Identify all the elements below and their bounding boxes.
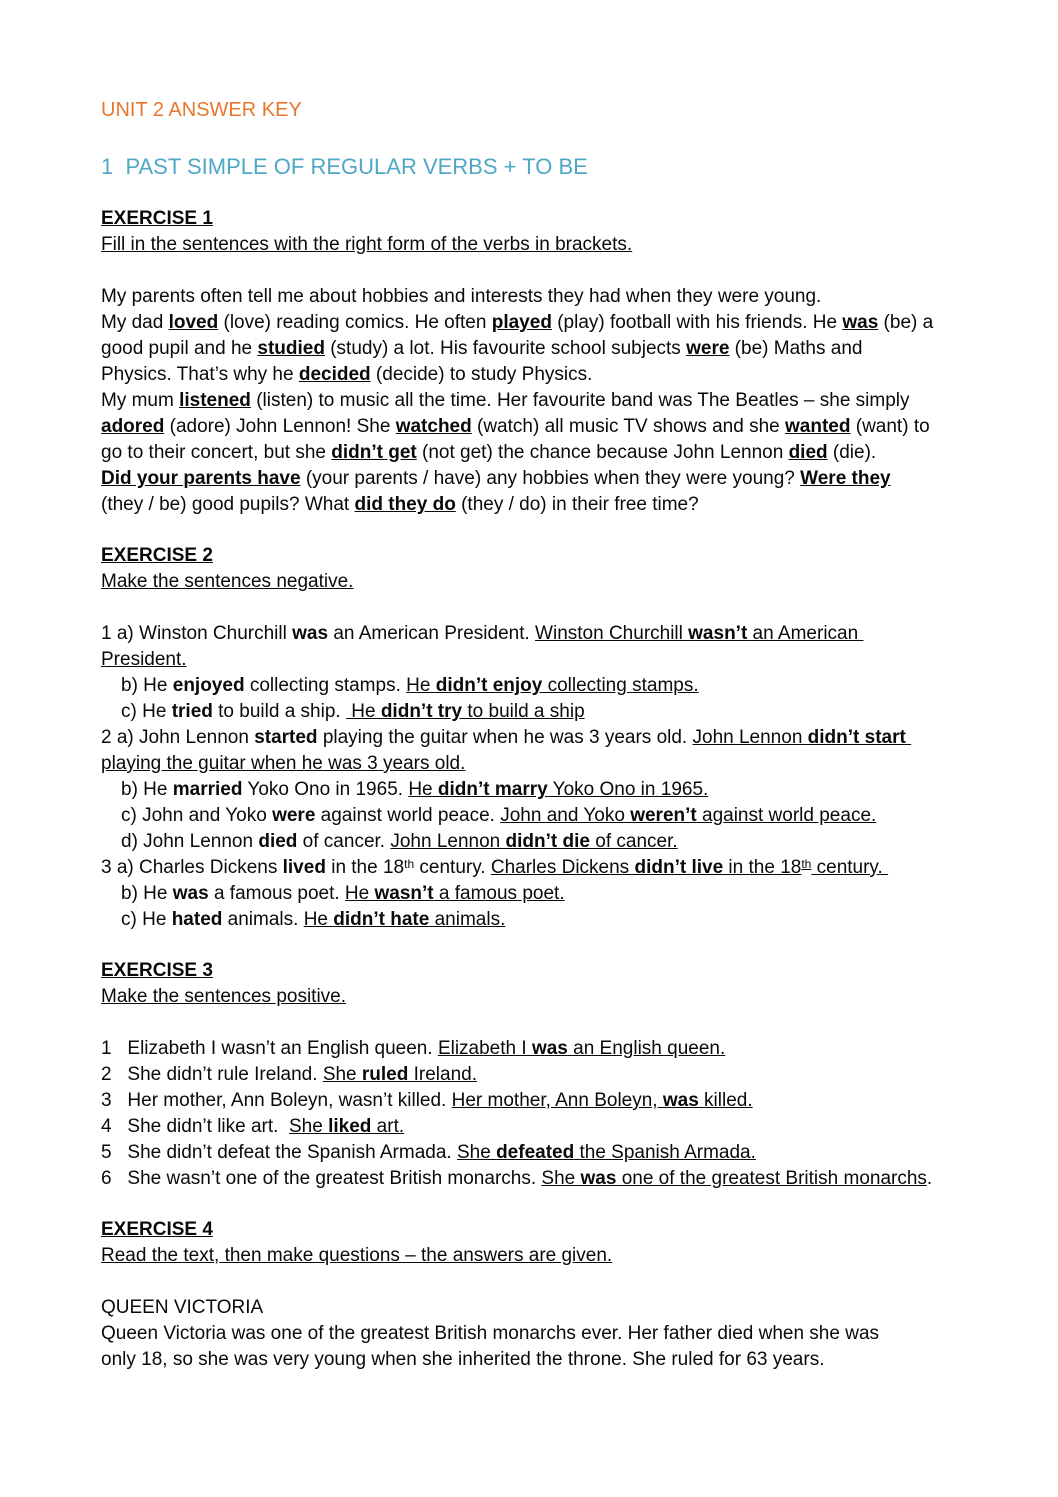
answer-line: 3 Her mother, Ann Boleyn, wasn’t killed. Her mother, Ann Boleyn, was killed. [101,1090,753,1111]
exercise-1-instruction: Fill in the sentences with the right form of the verbs in brackets. [101,234,633,255]
exercise-1-heading: EXERCISE 1 [101,208,213,229]
exercise-2-heading: EXERCISE 2 [101,545,213,566]
text-line: Did your parents have (your parents / have) any hobbies when they were young? Were they [101,468,891,489]
text-line: adored (adore) John Lennon! She watched (watch) all music TV shows and she wanted (want) to [101,416,930,437]
page-title: UNIT 2 ANSWER KEY [101,99,302,121]
answer-line: b) He was a famous poet. He wasn’t a famous poet. [121,883,565,904]
answer-line: playing the guitar when he was 3 years old. [101,753,466,774]
answer-line: 4 She didn’t like art. She liked art. [101,1116,405,1137]
text-line: My parents often tell me about hobbies and interests they had when they were young. [101,286,822,307]
answer-line: c) He tried to build a ship. He didn’t try to build a ship [121,701,585,722]
section-heading: 1 PAST SIMPLE OF REGULAR VERBS + TO BE [101,154,588,179]
answer-line: c) John and Yoko were against world peace. John and Yoko weren’t against world peace. [121,805,877,826]
text-line: My dad loved (love) reading comics. He often played (play) football with his friends. He was (be) a [101,312,934,333]
exercise-2-answers [101,621,962,933]
exercise-2-section [101,543,962,933]
exercise-3-answers [101,1036,962,1192]
answer-line: 3 a) Charles Dickens lived in the 18th century. Charles Dickens didn’t live in the 18th century. [101,857,889,878]
answer-line: 2 She didn’t rule Ireland. She ruled Ireland. [101,1064,478,1085]
text-line: (they / be) good pupils? What did they do (they / do) in their free time? [101,494,699,515]
answer-line: President. [101,649,187,670]
exercise-4-heading: EXERCISE 4 [101,1219,213,1240]
text-line: go to their concert, but she didn’t get (not get) the chance because John Lennon died (die). [101,442,877,463]
exercise-1-section [101,206,962,518]
answer-line: d) John Lennon died of cancer. John Lennon didn’t die of cancer. [121,831,678,852]
reading-text [101,1295,962,1373]
exercise-3-section [101,958,962,1192]
exercise-4-section [101,1217,962,1373]
text-line: Queen Victoria was one of the greatest British monarchs ever. Her father died when she was [101,1323,880,1344]
text-line: My mum listened (listen) to music all the time. Her favourite band was The Beatles – she simply [101,390,910,411]
answer-line: 1 Elizabeth I wasn’t an English queen. Elizabeth I was an English queen. [101,1038,726,1059]
answer-line: 2 a) John Lennon started playing the guitar when he was 3 years old. John Lennon didn’t start [101,727,912,748]
answer-line: 6 She wasn’t one of the greatest British monarchs. She was one of the greatest British monarchs. [101,1168,933,1189]
exercise-3-instruction: Make the sentences positive. [101,986,347,1007]
text-line: Physics. That’s why he decided (decide) to study Physics. [101,364,593,385]
answer-line: b) He enjoyed collecting stamps. He didn’t enjoy collecting stamps. [121,675,699,696]
answer-line: 1 a) Winston Churchill was an American President. Winston Churchill wasn’t an American [101,623,864,644]
answer-line: c) He hated animals. He didn’t hate animals. [121,909,506,930]
exercise-1-paragraph [101,284,962,518]
text-line: only 18, so she was very young when she inherited the throne. She ruled for 63 years. [101,1349,825,1370]
answer-line: 5 She didn’t defeat the Spanish Armada. She defeated the Spanish Armada. [101,1142,756,1163]
exercise-2-instruction: Make the sentences negative. [101,571,354,592]
exercise-4-instruction: Read the text, then make questions – the answers are given. [101,1245,613,1266]
exercise-3-heading: EXERCISE 3 [101,960,213,981]
text-line: good pupil and he studied (study) a lot. His favourite school subjects were (be) Maths and [101,338,863,359]
answer-line: b) He married Yoko Ono in 1965. He didn’t marry Yoko Ono in 1965. [121,779,709,800]
reading-text-title: QUEEN VICTORIA [101,1297,264,1318]
